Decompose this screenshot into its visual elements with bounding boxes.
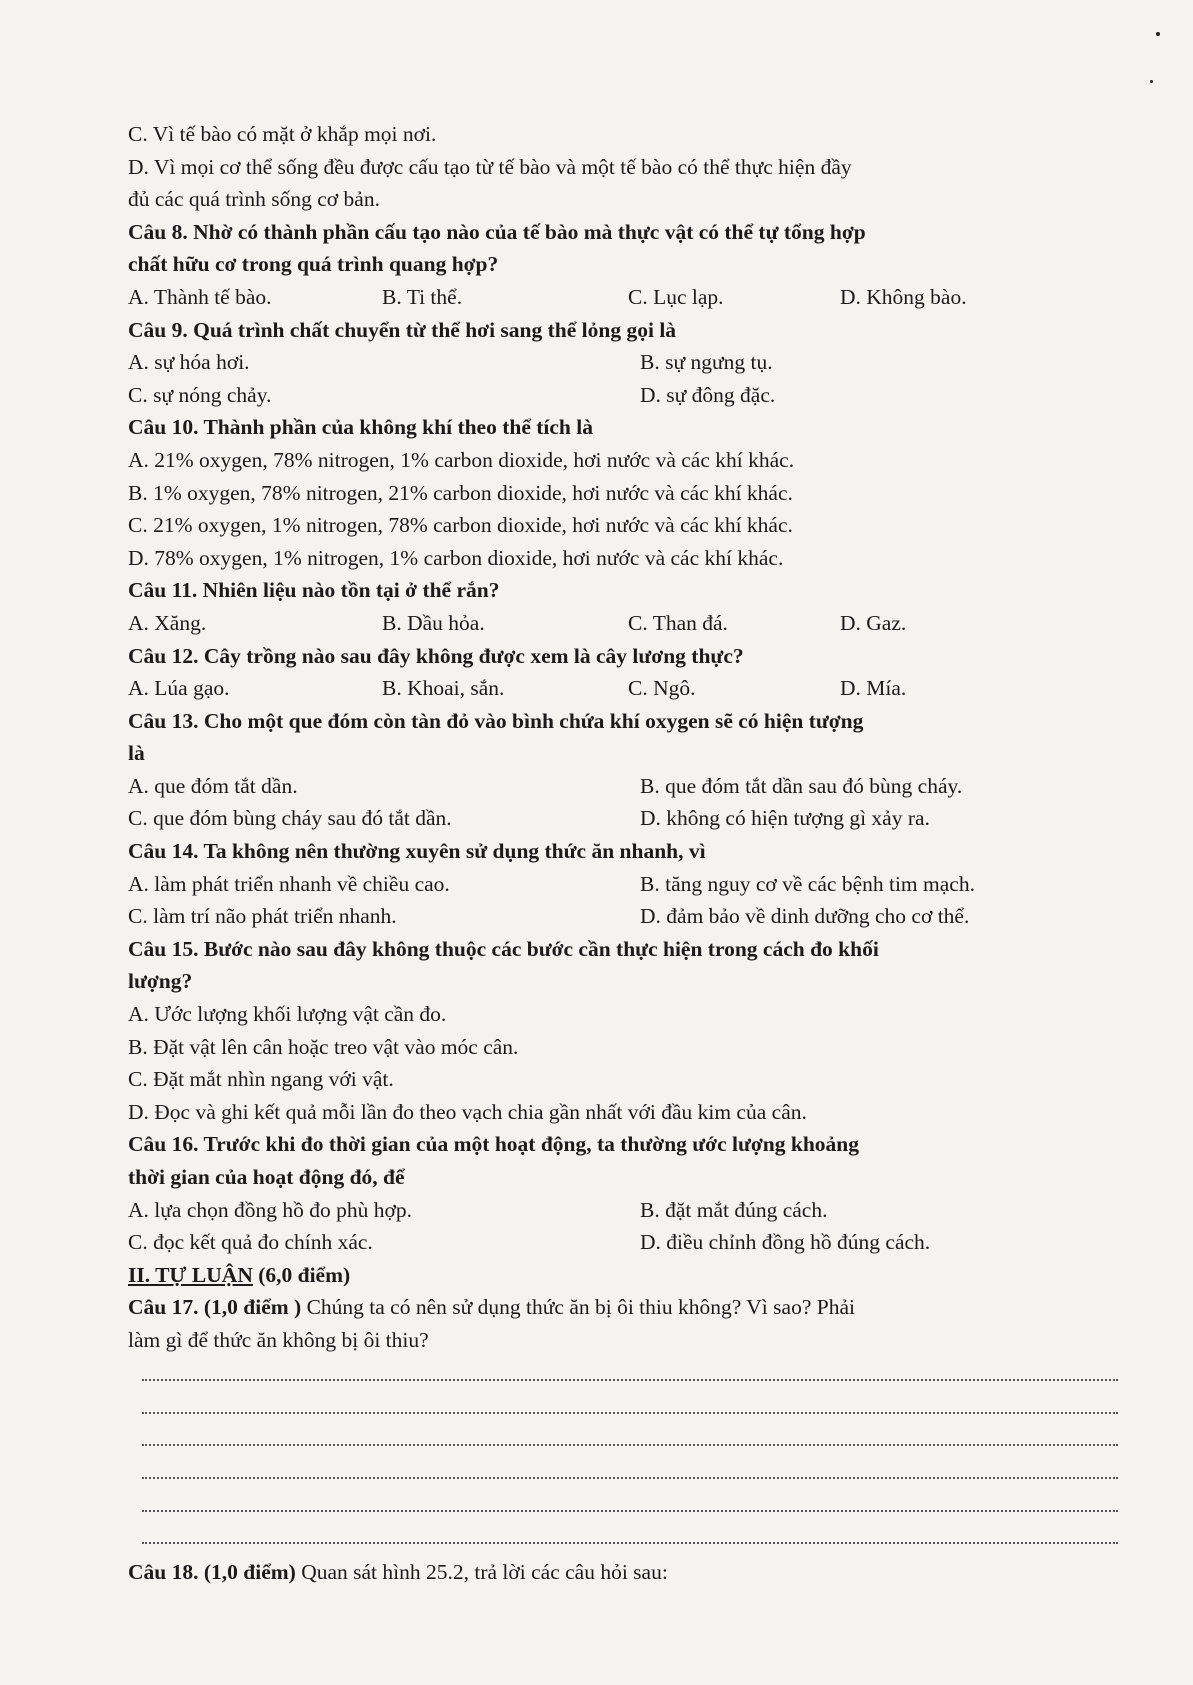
answer-line	[128, 1454, 1118, 1487]
question-13-stem-cont: là	[128, 741, 145, 766]
question-12-stem: Câu 12. Cây trồng nào sau đây không được xem là cây lương thực?	[128, 643, 744, 668]
answer-line	[128, 1357, 1118, 1390]
option-b: B. tăng nguy cơ về các bệnh tim mạch.	[640, 871, 975, 896]
option-b: B. que đóm tắt dần sau đó bùng cháy.	[640, 773, 963, 798]
question-10-stem: Câu 10. Thành phần của không khí theo thể tích là	[128, 415, 593, 440]
option-c: C. đọc kết quả đo chính xác.	[128, 1230, 373, 1255]
answer-line	[128, 1487, 1118, 1520]
question-16-stem: Câu 16. Trước khi đo thời gian của một hoạt động, ta thường ước lượng khoảng	[128, 1132, 859, 1157]
answer-line	[128, 1520, 1118, 1553]
question-9-options-cd	[128, 379, 1118, 412]
option-d: D. Không bào.	[840, 284, 967, 309]
question-15-stem: Câu 15. Bước nào sau đây không thuộc các bước cần thực hiện trong cách đo khối	[128, 936, 879, 961]
question-18-label: Câu 18. (1,0 điểm)	[128, 1560, 296, 1585]
option-c: C. 21% oxygen, 1% nitrogen, 78% carbon dioxide, hơi nước và các khí khác.	[128, 513, 793, 538]
option-d: D. đảm bảo về dinh dưỡng cho cơ thể.	[640, 904, 970, 929]
question-16-options-ab	[128, 1194, 1118, 1227]
option-line: D. Vì mọi cơ thể sống đều được cấu tạo từ tế bào và một tế bào có thể thực hiện đầy	[128, 154, 852, 179]
option-a: A. Ước lượng khối lượng vật cần đo.	[128, 1002, 447, 1027]
option-line: đủ các quá trình sống cơ bản.	[128, 187, 380, 212]
question-11-options	[128, 607, 1118, 640]
scan-speck	[1156, 32, 1160, 36]
question-18-text: Quan sát hình 25.2, trả lời các câu hỏi sau:	[295, 1560, 668, 1585]
option-a: A. Lúa gạo.	[128, 676, 230, 701]
question-14-stem: Câu 14. Ta không nên thường xuyên sử dụng thức ăn nhanh, vì	[128, 839, 706, 864]
option-d: D. sự đông đặc.	[640, 382, 776, 407]
option-d: D. Đọc và ghi kết quả mỗi lần đo theo vạch chia gần nhất với đầu kim của cân.	[128, 1099, 807, 1124]
section-heading	[128, 1259, 1118, 1292]
option-a: A. sự hóa hơi.	[128, 350, 250, 375]
section-points: (6,0 điểm)	[252, 1262, 351, 1287]
option-c: C. sự nóng chảy.	[128, 382, 272, 407]
question-17-stem	[128, 1291, 1118, 1324]
option-c: C. làm trí não phát triển nhanh.	[128, 904, 397, 929]
question-11-stem: Câu 11. Nhiên liệu nào tồn tại ở thể rắn?	[128, 578, 500, 603]
option-b: B. Khoai, sắn.	[382, 676, 505, 701]
option-a: A. Xăng.	[128, 610, 207, 635]
question-9-options-ab	[128, 346, 1118, 379]
option-c: C. Than đá.	[628, 610, 728, 635]
section-title: II. TỰ LUẬN	[128, 1262, 253, 1287]
question-16-options-cd	[128, 1226, 1118, 1259]
option-a: A. 21% oxygen, 78% nitrogen, 1% carbon dioxide, hơi nước và các khí khác.	[128, 447, 795, 472]
question-14-options-cd	[128, 900, 1118, 933]
question-16-stem-cont: thời gian của hoạt động đó, để	[128, 1165, 405, 1189]
option-b: B. 1% oxygen, 78% nitrogen, 21% carbon dioxide, hơi nước và các khí khác.	[128, 480, 793, 505]
question-8-stem: Câu 8. Nhờ có thành phần cấu tạo nào của tế bào mà thực vật có thể tự tổng hợp	[128, 219, 866, 244]
option-b: B. sự ngưng tụ.	[640, 350, 773, 375]
option-c: C. que đóm bùng cháy sau đó tắt dần.	[128, 806, 452, 831]
option-d: D. Gaz.	[840, 610, 907, 635]
option-b: B. Đặt vật lên cân hoặc treo vật vào móc cân.	[128, 1034, 519, 1059]
option-a: A. làm phát triển nhanh về chiều cao.	[128, 871, 450, 896]
question-9-stem: Câu 9. Quá trình chất chuyển từ thể hơi sang thể lỏng gọi là	[128, 317, 677, 342]
question-12-options	[128, 672, 1118, 705]
option-a: A. Thành tế bào.	[128, 284, 272, 309]
option-d: D. 78% oxygen, 1% nitrogen, 1% carbon dioxide, hơi nước và các khí khác.	[128, 545, 784, 570]
question-8-options	[128, 281, 1118, 314]
option-d: D. điều chỉnh đồng hồ đúng cách.	[640, 1230, 931, 1255]
option-c: C. Đặt mắt nhìn ngang với vật.	[128, 1067, 394, 1092]
option-a: A. que đóm tắt dần.	[128, 773, 298, 798]
question-18-stem	[128, 1556, 1118, 1589]
option-c: C. Ngô.	[628, 676, 696, 701]
question-8-stem-cont: chất hữu cơ trong quá trình quang hợp?	[128, 252, 499, 277]
answer-line	[128, 1422, 1118, 1455]
option-b: B. Dầu hỏa.	[382, 610, 485, 635]
question-17-label: Câu 17. (1,0 điểm )	[128, 1295, 302, 1320]
option-d: D. không có hiện tượng gì xảy ra.	[640, 806, 930, 831]
question-15-stem-cont: lượng?	[128, 969, 193, 994]
question-17-stem-cont: làm gì để thức ăn không bị ôi thiu?	[128, 1327, 429, 1352]
answer-line	[128, 1389, 1118, 1422]
option-d: D. Mía.	[840, 676, 907, 701]
question-17-text: Chúng ta có nên sử dụng thức ăn bị ôi thiu không? Vì sao? Phải	[301, 1295, 855, 1320]
question-13-options-ab	[128, 770, 1118, 803]
option-line: C. Vì tế bào có mặt ở khắp mọi nơi.	[128, 122, 437, 146]
option-b: B. đặt mắt đúng cách.	[640, 1197, 828, 1222]
option-b: B. Ti thể.	[382, 284, 463, 309]
document-body	[128, 118, 1118, 1589]
scan-speck	[1150, 80, 1153, 83]
question-14-options-ab	[128, 868, 1118, 901]
option-a: A. lựa chọn đồng hồ đo phù hợp.	[128, 1197, 412, 1222]
question-13-stem: Câu 13. Cho một que đóm còn tàn đỏ vào bình chứa khí oxygen sẽ có hiện tượng	[128, 708, 864, 733]
option-c: C. Lục lạp.	[628, 284, 724, 309]
question-13-options-cd	[128, 802, 1118, 835]
